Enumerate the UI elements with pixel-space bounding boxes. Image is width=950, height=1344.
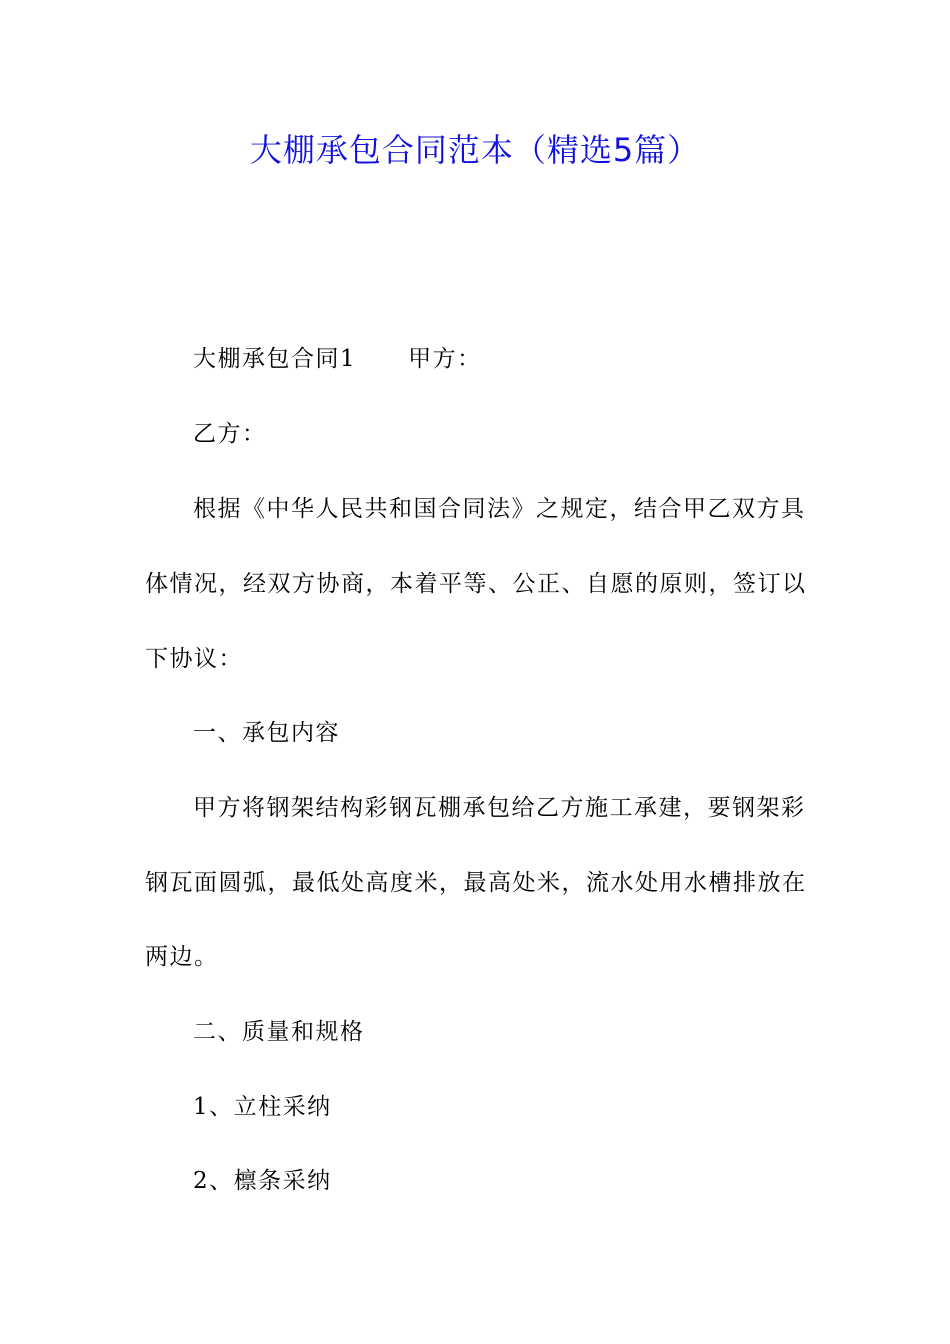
paragraph-content-line-2: 钢瓦面圆弧，最低处高度米，最高处米，流水处用水槽排放在 (145, 870, 807, 896)
list-item-2: 2、檩条采纳 (193, 1168, 332, 1194)
section-heading-2: 二、质量和规格 (193, 1019, 365, 1045)
paragraph-intro-line-1: 根据《中华人民共和国合同法》之规定，结合甲乙双方具 (193, 496, 806, 522)
list-item-1: 1、立柱采纳 (193, 1094, 332, 1120)
contract-heading-line (193, 344, 482, 374)
section-heading-1: 一、承包内容 (193, 720, 340, 746)
document-title: 大棚承包合同范本（精选5篇） (249, 131, 701, 169)
paragraph-content-line-3: 两边。 (145, 944, 219, 970)
party-a-label: 甲方： (408, 346, 482, 372)
paragraph-content-line-1: 甲方将钢架结构彩钢瓦棚承包给乙方施工承建，要钢架彩 (193, 795, 806, 821)
paragraph-intro-line-2: 体情况，经双方协商，本着平等、公正、自愿的原则，签订以 (145, 571, 807, 597)
party-b-label: 乙方： (193, 421, 267, 447)
paragraph-intro-line-3: 下协议： (145, 646, 243, 672)
contract-heading: 大棚承包合同1 (193, 346, 357, 372)
